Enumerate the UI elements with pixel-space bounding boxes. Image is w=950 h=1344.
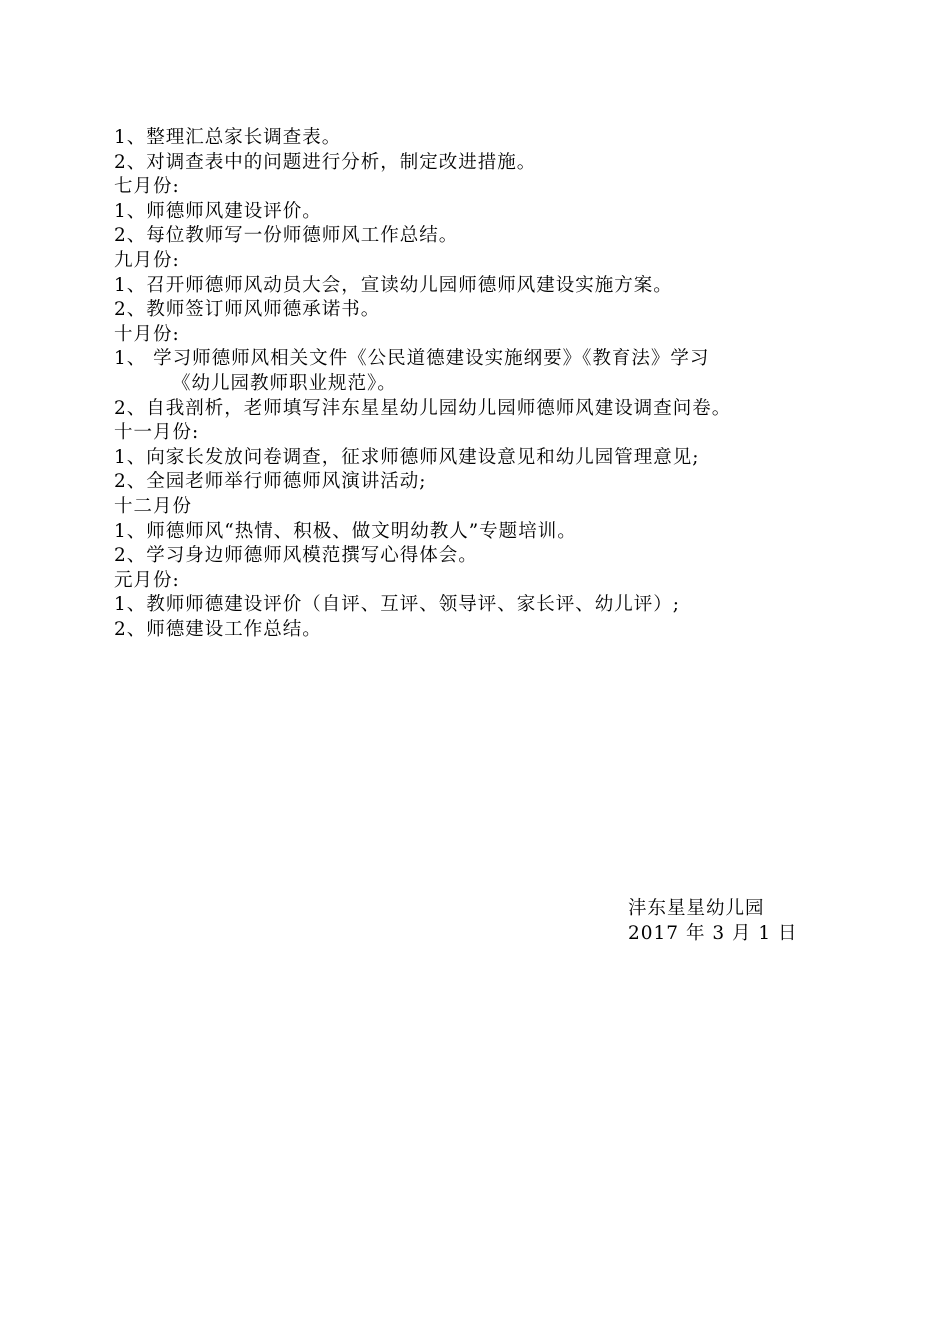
signature-block [628, 896, 798, 946]
signature-org: 沣东星星幼儿园 [628, 898, 765, 919]
line-13: 1、教师师德建设评价（自评、互评、领导评、家长评、幼儿评）; [114, 594, 681, 616]
section-heading-november: 十一月份: [114, 422, 200, 444]
line-9: 1、向家长发放问卷调查，征求师德师风建设意见和幼儿园管理意见; [114, 446, 700, 468]
line-8: 2、自我剖析，老师填写沣东星星幼儿园幼儿园师德师风建设调查问卷。 [114, 397, 732, 419]
line-4: 2、每位教师写一份师德师风工作总结。 [114, 225, 459, 247]
line-6: 2、教师签订师风师德承诺书。 [114, 299, 381, 321]
signature-date: 2017 年 3 月 1 日 [628, 923, 798, 944]
line-14: 2、师德建设工作总结。 [114, 618, 322, 640]
line-3: 1、师德师风建设评价。 [114, 200, 322, 222]
section-heading-october: 十月份: [114, 323, 180, 345]
line-10: 2、全园老师举行师德师风演讲活动; [114, 471, 427, 493]
section-heading-july: 七月份: [114, 176, 180, 198]
section-heading-september: 九月份: [114, 249, 180, 271]
line-1: 1、整理汇总家长调查表。 [114, 127, 342, 148]
line-11: 1、师德师风“热情、积极、做文明幼教人”专题培训。 [114, 520, 577, 542]
section-heading-december: 十二月份 [114, 495, 193, 517]
plan-text [114, 126, 834, 642]
line-12: 2、学习身边师德师风模范撰写心得体会。 [114, 545, 478, 567]
section-heading-january: 元月份: [114, 569, 180, 591]
line-5: 1、召开师德师风动员大会，宣读幼儿园师德师风建设实施方案。 [114, 274, 673, 296]
line-7: 1、 学习师德师风相关文件《公民道德建设实施纲要》《教育法》学习 [114, 348, 710, 370]
line-7-continued: 《幼儿园教师职业规范》。 [172, 372, 397, 394]
line-2: 2、对调查表中的问题进行分析，制定改进措施。 [114, 151, 537, 173]
